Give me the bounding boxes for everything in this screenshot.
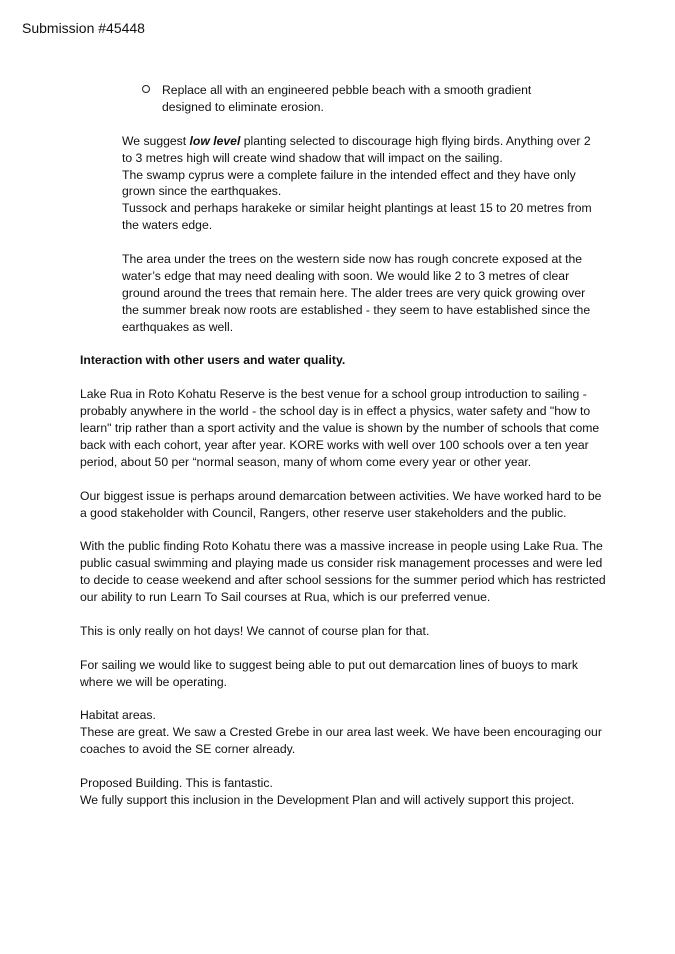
swamp-cyprus-line: The swamp cyprus were a complete failure in the intended effect and they have only grown since the earthquakes. [122, 167, 576, 199]
proposed-building-text: We fully support this inclusion in the Development Plan and will actively support this project. [80, 792, 575, 807]
planting-block [122, 133, 598, 234]
bullet-text: Replace all with an engineered pebble beach with a smooth gradient designed to eliminate erosion. [162, 83, 532, 114]
document-body [80, 82, 610, 809]
planting-pre: We suggest [122, 133, 190, 148]
planting-paragraph [122, 133, 598, 167]
western-side-paragraph: The area under the trees on the western side now has rough concrete exposed at the water’s edge that may need dealing with soon. We would like 2 to 3 metres of clear ground around the trees that remain here. The alder trees are very quick growing over the summer break now roots are established - they seem to have established since the earthquakes as well. [122, 252, 591, 334]
submission-number: Submission #45448 [22, 20, 145, 36]
habitat-areas-text: These are great. We saw a Crested Grebe in our area last week. We have been encouraging our coaches to avoid the SE corner already. [80, 725, 602, 757]
hollow-bullet-icon [142, 85, 150, 93]
lake-rua-paragraph: Lake Rua in Roto Kohatu Reserve is the best venue for a school group introduction to sailing - probably anywhere in the world - the school day is in effect a physics, water safety and "how to learn" trip rather than a sport activity and the value is shown by the number of schools that come back with each cohort, year after year. KORE works with well over 100 schools over a ten year period, about 50 per “normal season, many of whom come every year or other year. [80, 387, 600, 469]
section-heading: Interaction with other users and water quality. [80, 353, 346, 368]
proposed-building-title: Proposed Building. This is fantastic. [80, 776, 273, 790]
planting-emphasis: low level [189, 133, 241, 148]
habitat-areas-title: Habitat areas. [80, 708, 156, 723]
tussock-line: Tussock and perhaps harakeke or similar height plantings at least 15 to 20 metres from the waters edge. [122, 201, 592, 233]
hot-days-paragraph: This is only really on hot days! We cannot of course plan for that. [80, 623, 430, 638]
public-increase-paragraph: With the public finding Roto Kohatu there was a massive increase in people using Lake Rua. The public casual swimming and playing made us consider risk management processes and were led to decide to cease weekend and after school sessions for the summer period which has restricted our ability to run Learn To Sail courses at Rua, which is our preferred venue. [80, 539, 606, 605]
buoys-paragraph: For sailing we would like to suggest being able to put out demarcation lines of buoys to mark where we will be operating. [80, 657, 578, 689]
planting-post: planting selected to discourage high flying birds. Anything over 2 to 3 metres high will create wind shadow that will impact on the sailing. [122, 133, 591, 165]
demarcation-paragraph: Our biggest issue is perhaps around demarcation between activities. We have worked hard to be a good stakeholder with Council, Rangers, other reserve user stakeholders and the public. [80, 488, 602, 520]
bullet-item [162, 82, 562, 116]
